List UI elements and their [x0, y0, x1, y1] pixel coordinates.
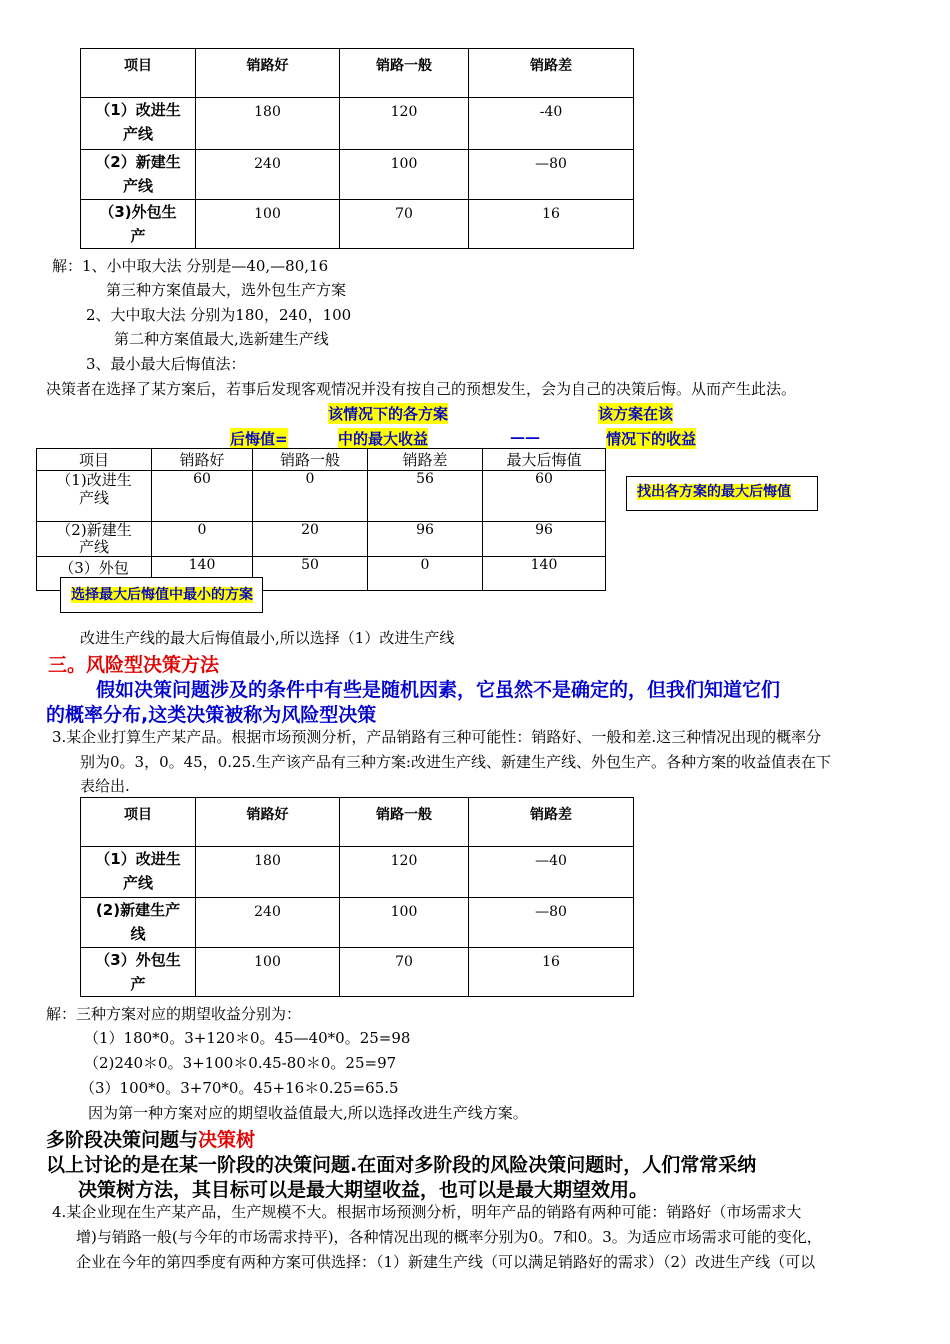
cell: 96 [483, 522, 606, 557]
question-text: 表给出. [80, 777, 130, 795]
method-description: 决策者在选择了某方案后，若事后发现客观情况并没有按自己的预想发生，会为自己的决策后悔。从而产生此法。 [46, 380, 797, 398]
table-header: 项目 [81, 798, 196, 847]
conclusion-text: 改进生产线的最大后悔值最小,所以选择（1）改进生产线 [80, 629, 455, 647]
row-label: （3）外包生 产 [81, 948, 196, 997]
section-paragraph: 决策树方法，其目标可以是最大期望收益，也可以是最大期望效用。 [78, 1179, 649, 1201]
formula-top-left: 该情况下的各方案 [328, 405, 449, 423]
row-label: （1）改进生 产线 [81, 847, 196, 898]
table-header: 销路一般 [340, 798, 469, 847]
row-label: （1)改进生 产线 [37, 471, 152, 522]
cell: 20 [253, 522, 368, 557]
table-header: 销路差 [469, 49, 634, 98]
cell: 100 [196, 948, 340, 997]
cell: 50 [253, 557, 368, 591]
cell: 56 [368, 471, 483, 522]
row-label: （3)外包生 产 [81, 200, 196, 249]
section-intro: 的概率分布,这类决策被称为风险型决策 [46, 704, 377, 726]
cell: 180 [196, 98, 340, 150]
cell: 0 [253, 471, 368, 522]
cell: 70 [340, 200, 469, 249]
cell: 240 [196, 898, 340, 948]
cell: 100 [340, 898, 469, 948]
table-row [81, 898, 634, 948]
cell: 70 [340, 948, 469, 997]
solution-line: 第三种方案值最大，选外包生产方案 [106, 281, 347, 299]
formula-mid: 中的最大收益 [338, 430, 429, 448]
cell: 120 [340, 98, 469, 150]
cell: 0 [368, 557, 483, 591]
callout-choose-min-regret: 选择最大后悔值中最小的方案 [60, 577, 263, 613]
solution-line: 2、大中取大法 分别为180，240，100 [86, 306, 352, 324]
table-row [81, 98, 634, 150]
table-row [81, 200, 634, 249]
question-text: 别为0。3，0。45，0.25.生产该产品有三种方案:改进生产线、新建生产线、外包生产。各种方案的收益值表在下 [80, 753, 831, 771]
question-text: 3.某企业打算生产某产品。根据市场预测分析，产品销路有三种可能性：销路好、一般和差.这三种情况出现的概率分 [52, 728, 822, 746]
table-header: 销路好 [152, 449, 253, 471]
formula-right: 情况下的收益 [606, 430, 697, 448]
cell: 0 [152, 522, 253, 557]
row-label: （3）外包 [37, 557, 152, 591]
section-title: 三。风险型决策方法 [48, 654, 220, 676]
cell: 140 [483, 557, 606, 591]
payoff-table-1 [80, 48, 634, 249]
cell: 140 [152, 557, 253, 591]
solution-line: 第二种方案值最大,选新建生产线 [114, 330, 329, 348]
cell: 60 [152, 471, 253, 522]
row-label: (2)新建生产 线 [81, 898, 196, 948]
cell: 100 [196, 200, 340, 249]
table-row [37, 471, 606, 522]
table-header: 销路差 [469, 798, 634, 847]
regret-table [36, 448, 606, 591]
solution-line: （3）100*0。3+70*0。45+16＊0.25=65.5 [80, 1079, 399, 1097]
callout-find-max-regret: 找出各方案的最大后悔值 [626, 476, 818, 511]
section-paragraph: 以上讨论的是在某一阶段的决策问题.在面对多阶段的风险决策问题时，人们常常采纳 [46, 1154, 757, 1176]
table-header: 项目 [81, 49, 196, 98]
table-header: 销路差 [368, 449, 483, 471]
payoff-table-2 [80, 797, 634, 997]
row-label: （1）改进生 产线 [81, 98, 196, 150]
cell: -40 [469, 98, 634, 150]
solution-line: 因为第一种方案对应的期望收益值最大,所以选择改进生产线方案。 [88, 1104, 528, 1122]
cell: 60 [483, 471, 606, 522]
cell: 16 [469, 948, 634, 997]
cell: 120 [340, 847, 469, 898]
cell: 16 [469, 200, 634, 249]
table-header: 项目 [37, 449, 152, 471]
table-header: 最大后悔值 [483, 449, 606, 471]
formula-top-right: 该方案在该 [598, 405, 674, 423]
table-header: 销路好 [196, 798, 340, 847]
table-header: 销路一般 [340, 49, 469, 98]
section-intro: 假如决策问题涉及的条件中有些是随机因素，它虽然不是确定的，但我们知道它们 [96, 679, 781, 701]
table-row [37, 522, 606, 557]
cell: —80 [469, 150, 634, 200]
cell: —40 [469, 847, 634, 898]
cell: —80 [469, 898, 634, 948]
question-text: 企业在今年的第四季度有两种方案可供选择：（1）新建生产线（可以满足销路好的需求）（2）改进生产线（可以 [76, 1253, 816, 1271]
cell: 100 [340, 150, 469, 200]
table-row [81, 847, 634, 898]
table-header: 销路一般 [253, 449, 368, 471]
solution-line: （1）180*0。3+120＊0。45—40*0。25=98 [84, 1029, 411, 1047]
table-row [81, 150, 634, 200]
solution-line: 解：三种方案对应的期望收益分别为： [46, 1005, 302, 1023]
solution-line: 解：1、小中取大法 分别是—40,—80,16 [52, 257, 329, 275]
table-header: 销路好 [196, 49, 340, 98]
solution-line: （2)240＊0。3+100＊0.45-80＊0。25=97 [84, 1054, 397, 1072]
section-title: 多阶段决策问题与决策树 [46, 1129, 256, 1151]
formula-dash: —— [510, 428, 540, 446]
question-text: 增)与销路一般(与今年的市场需求持平)，各种情况出现的概率分别为0。7和0。3。为适应市场需求可能的变化， [76, 1228, 822, 1246]
cell: 96 [368, 522, 483, 557]
formula-label: 后悔值= [230, 430, 288, 448]
table-row [81, 948, 634, 997]
solution-line: 3、最小最大后悔值法： [86, 355, 246, 373]
row-label: （2）新建生 产线 [81, 150, 196, 200]
cell: 240 [196, 150, 340, 200]
question-text: 4.某企业现在生产某产品，生产规模不大。根据市场预测分析，明年产品的销路有两种可能：销路好（市场需求大 [52, 1203, 802, 1221]
cell: 180 [196, 847, 340, 898]
row-label: （2)新建生 产线 [37, 522, 152, 557]
